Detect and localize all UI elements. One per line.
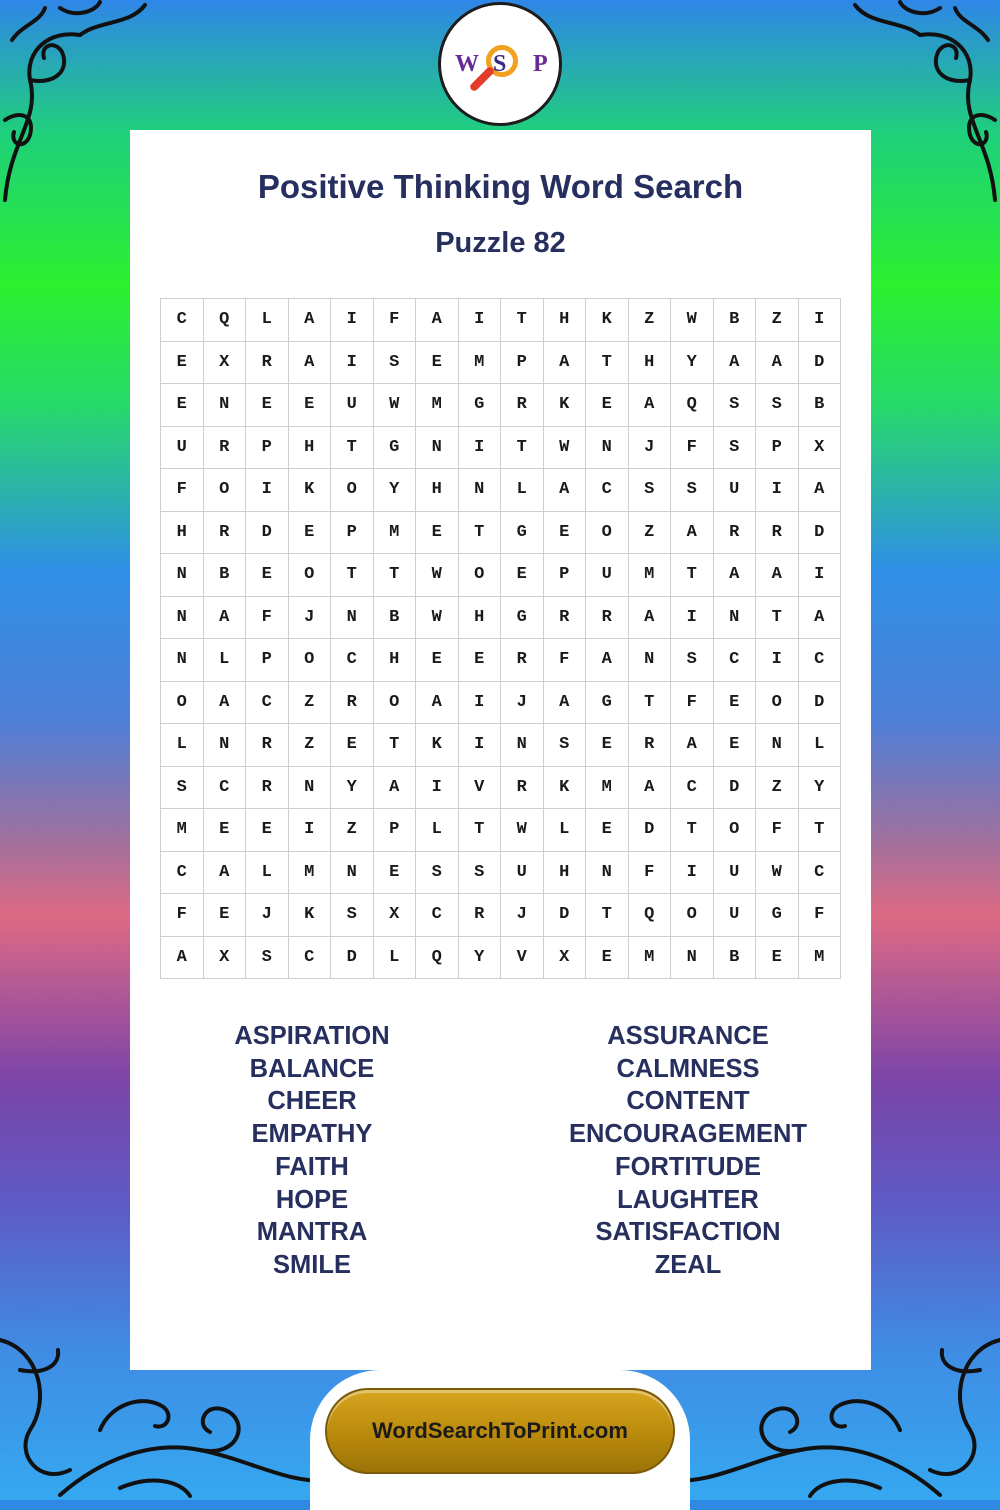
grid-cell[interactable]: W [501, 809, 544, 852]
grid-cell[interactable]: J [501, 894, 544, 937]
word-list-item: CALMNESS [616, 1054, 760, 1083]
grid-cell[interactable]: D [799, 682, 842, 725]
grid-cell[interactable]: E [586, 937, 629, 980]
grid-cell[interactable]: F [161, 894, 204, 937]
grid-cell[interactable]: T [586, 342, 629, 385]
grid-cell[interactable]: F [671, 682, 714, 725]
grid-cell[interactable]: L [246, 852, 289, 895]
grid-cell[interactable]: N [204, 384, 247, 427]
grid-cell[interactable]: L [374, 937, 417, 980]
grid-cell[interactable]: E [246, 554, 289, 597]
grid-cell[interactable]: F [799, 894, 842, 937]
grid-cell[interactable]: O [756, 682, 799, 725]
grid-cell[interactable]: X [544, 937, 587, 980]
grid-cell[interactable]: U [586, 554, 629, 597]
grid-cell[interactable]: Z [756, 767, 799, 810]
puzzle-number: Puzzle 82 [435, 227, 566, 259]
grid-cell[interactable]: J [289, 597, 332, 640]
grid-cell[interactable]: R [204, 427, 247, 470]
grid-cell[interactable]: A [586, 639, 629, 682]
grid-cell[interactable]: F [671, 427, 714, 470]
grid-cell[interactable]: A [544, 342, 587, 385]
grid-cell[interactable]: M [586, 767, 629, 810]
grid-cell[interactable]: Z [289, 682, 332, 725]
grid-cell[interactable]: P [544, 554, 587, 597]
grid-cell[interactable]: B [714, 937, 757, 980]
grid-cell[interactable]: I [459, 427, 502, 470]
grid-cell[interactable]: M [799, 937, 842, 980]
grid-cell[interactable]: T [671, 554, 714, 597]
grid-cell[interactable]: S [671, 469, 714, 512]
grid-cell[interactable]: M [629, 554, 672, 597]
word-list-item: SATISFACTION [595, 1218, 781, 1247]
puzzle-card [130, 130, 871, 1370]
grid-cell[interactable]: L [544, 809, 587, 852]
logo-letter: S [493, 51, 507, 77]
grid-cell[interactable]: U [501, 852, 544, 895]
word-list-item: MANTRA [256, 1218, 368, 1247]
word-list-item: EMPATHY [251, 1120, 373, 1149]
grid-cell[interactable]: K [289, 894, 332, 937]
grid-cell[interactable]: A [629, 597, 672, 640]
grid-cell[interactable]: E [246, 384, 289, 427]
grid-cell[interactable]: I [331, 299, 374, 342]
grid-cell[interactable]: R [629, 724, 672, 767]
grid-cell[interactable]: P [374, 809, 417, 852]
word-list-item: ASSURANCE [607, 1022, 769, 1050]
grid-cell[interactable]: U [331, 384, 374, 427]
grid-cell[interactable]: C [161, 299, 204, 342]
grid-cell[interactable]: E [756, 937, 799, 980]
grid-cell[interactable]: V [459, 767, 502, 810]
grid-cell[interactable]: A [544, 682, 587, 725]
grid-cell[interactable]: H [374, 639, 417, 682]
grid-cell[interactable]: K [416, 724, 459, 767]
grid-cell[interactable]: U [714, 894, 757, 937]
grid-cell[interactable]: U [714, 469, 757, 512]
word-list-left [162, 1020, 462, 1282]
grid-cell[interactable]: E [544, 512, 587, 555]
grid-cell[interactable]: E [416, 512, 459, 555]
grid-cell[interactable]: J [629, 427, 672, 470]
grid-cell[interactable]: X [204, 937, 247, 980]
grid-cell[interactable]: L [416, 809, 459, 852]
grid-cell[interactable]: B [799, 384, 842, 427]
grid-cell[interactable]: C [799, 639, 842, 682]
word-list-item: ASPIRATION [234, 1022, 390, 1050]
grid-cell[interactable]: A [799, 469, 842, 512]
grid-cell[interactable]: R [586, 597, 629, 640]
site-logo[interactable] [438, 2, 562, 126]
grid-cell[interactable]: I [756, 639, 799, 682]
grid-cell[interactable]: E [289, 384, 332, 427]
grid-cell[interactable]: L [799, 724, 842, 767]
grid-cell[interactable]: Q [204, 299, 247, 342]
grid-cell[interactable]: E [586, 724, 629, 767]
grid-cell[interactable]: X [374, 894, 417, 937]
grid-cell[interactable]: A [161, 937, 204, 980]
grid-cell[interactable]: N [586, 427, 629, 470]
grid-cell[interactable]: T [374, 724, 417, 767]
grid-cell[interactable]: A [416, 299, 459, 342]
grid-cell[interactable]: N [161, 597, 204, 640]
grid-cell[interactable]: Z [331, 809, 374, 852]
grid-cell[interactable]: J [246, 894, 289, 937]
grid-cell[interactable]: S [714, 427, 757, 470]
grid-cell[interactable]: K [544, 767, 587, 810]
grid-cell[interactable]: S [671, 639, 714, 682]
grid-cell[interactable]: C [714, 639, 757, 682]
grid-cell[interactable]: Y [331, 767, 374, 810]
grid-cell[interactable]: O [289, 554, 332, 597]
grid-cell[interactable]: Z [289, 724, 332, 767]
grid-cell[interactable]: P [756, 427, 799, 470]
grid-cell[interactable]: Y [459, 937, 502, 980]
grid-cell[interactable]: P [246, 427, 289, 470]
word-list-item: HOPE [275, 1185, 349, 1214]
grid-cell[interactable]: T [331, 554, 374, 597]
grid-cell[interactable]: N [289, 767, 332, 810]
grid-cell[interactable]: W [374, 384, 417, 427]
grid-cell[interactable]: E [246, 809, 289, 852]
grid-cell[interactable]: H [544, 852, 587, 895]
grid-cell[interactable]: S [629, 469, 672, 512]
grid-cell[interactable]: A [756, 554, 799, 597]
grid-cell[interactable]: N [586, 852, 629, 895]
grid-cell[interactable]: L [204, 639, 247, 682]
grid-cell[interactable]: I [459, 724, 502, 767]
grid-cell[interactable]: I [459, 682, 502, 725]
grid-cell[interactable]: N [161, 554, 204, 597]
grid-cell[interactable]: T [331, 427, 374, 470]
grid-cell[interactable]: F [756, 809, 799, 852]
grid-cell[interactable]: N [331, 597, 374, 640]
grid-cell[interactable]: K [586, 299, 629, 342]
grid-cell[interactable]: S [756, 384, 799, 427]
grid-cell[interactable]: A [671, 512, 714, 555]
grid-cell[interactable]: G [374, 427, 417, 470]
grid-cell[interactable]: W [756, 852, 799, 895]
page-title: Positive Thinking Word Search [257, 168, 744, 205]
word-list-item: CONTENT [626, 1087, 750, 1116]
ornament-corner-icon [850, 0, 1000, 210]
grid-cell[interactable]: N [501, 724, 544, 767]
grid-cell[interactable]: A [629, 384, 672, 427]
word-list-item: CHEER [267, 1087, 357, 1116]
grid-cell[interactable]: E [459, 639, 502, 682]
grid-cell[interactable]: M [161, 809, 204, 852]
grid-cell[interactable]: D [629, 809, 672, 852]
grid-cell[interactable]: S [331, 894, 374, 937]
grid-cell[interactable]: G [459, 384, 502, 427]
grid-cell[interactable]: T [629, 682, 672, 725]
grid-cell[interactable]: U [714, 852, 757, 895]
grid-cell[interactable]: Q [671, 384, 714, 427]
grid-cell[interactable]: A [204, 597, 247, 640]
grid-cell[interactable]: M [374, 512, 417, 555]
grid-cell[interactable]: D [799, 342, 842, 385]
grid-cell[interactable]: T [799, 809, 842, 852]
grid-cell[interactable]: A [289, 342, 332, 385]
grid-cell[interactable]: R [714, 512, 757, 555]
grid-cell[interactable]: Z [629, 299, 672, 342]
grid-cell[interactable]: I [799, 299, 842, 342]
logo-letter: W [455, 51, 479, 77]
grid-cell[interactable]: N [459, 469, 502, 512]
grid-cell[interactable]: H [416, 469, 459, 512]
grid-cell[interactable]: O [671, 894, 714, 937]
grid-cell[interactable]: A [671, 724, 714, 767]
letter-grid [160, 298, 841, 979]
grid-cell[interactable]: O [586, 512, 629, 555]
grid-cell[interactable]: W [544, 427, 587, 470]
grid-cell[interactable]: N [756, 724, 799, 767]
grid-cell[interactable]: A [416, 682, 459, 725]
grid-cell[interactable]: C [204, 767, 247, 810]
grid-cell[interactable]: E [204, 894, 247, 937]
grid-cell[interactable]: T [459, 512, 502, 555]
grid-cell[interactable]: M [459, 342, 502, 385]
grid-cell[interactable]: N [714, 597, 757, 640]
grid-cell[interactable]: M [416, 384, 459, 427]
grid-cell[interactable]: F [544, 639, 587, 682]
grid-cell[interactable]: G [501, 512, 544, 555]
grid-cell[interactable]: W [671, 299, 714, 342]
grid-cell[interactable]: P [331, 512, 374, 555]
grid-cell[interactable]: U [161, 427, 204, 470]
grid-cell[interactable]: R [246, 767, 289, 810]
grid-cell[interactable]: S [714, 384, 757, 427]
grid-cell[interactable]: B [204, 554, 247, 597]
grid-cell[interactable]: A [289, 299, 332, 342]
grid-cell[interactable]: V [501, 937, 544, 980]
grid-cell[interactable]: C [289, 937, 332, 980]
grid-cell[interactable]: E [161, 384, 204, 427]
grid-cell[interactable]: P [246, 639, 289, 682]
grid-cell[interactable]: T [501, 299, 544, 342]
grid-cell[interactable]: E [501, 554, 544, 597]
grid-cell[interactable]: O [331, 469, 374, 512]
site-link-button[interactable]: WordSearchToPrint.com [325, 1388, 675, 1474]
grid-cell[interactable]: A [374, 767, 417, 810]
grid-cell[interactable]: C [416, 894, 459, 937]
word-list-item: ZEAL [654, 1250, 722, 1279]
grid-cell[interactable]: O [204, 469, 247, 512]
grid-cell[interactable]: Q [629, 894, 672, 937]
grid-cell[interactable]: R [204, 512, 247, 555]
grid-cell[interactable]: G [501, 597, 544, 640]
grid-cell[interactable]: C [246, 682, 289, 725]
grid-cell[interactable]: R [501, 767, 544, 810]
grid-cell[interactable]: N [671, 937, 714, 980]
grid-cell[interactable]: C [161, 852, 204, 895]
grid-cell[interactable]: R [246, 342, 289, 385]
grid-cell[interactable]: H [289, 427, 332, 470]
grid-cell[interactable]: T [459, 809, 502, 852]
grid-cell[interactable]: X [799, 427, 842, 470]
grid-cell[interactable]: H [459, 597, 502, 640]
grid-cell[interactable]: T [586, 894, 629, 937]
grid-cell[interactable]: A [204, 682, 247, 725]
grid-cell[interactable]: J [501, 682, 544, 725]
grid-cell[interactable]: I [756, 469, 799, 512]
grid-cell[interactable]: I [331, 342, 374, 385]
grid-cell[interactable]: K [544, 384, 587, 427]
grid-cell[interactable]: C [671, 767, 714, 810]
grid-cell[interactable]: A [756, 342, 799, 385]
grid-cell[interactable]: L [246, 299, 289, 342]
grid-cell[interactable]: K [289, 469, 332, 512]
grid-cell[interactable]: E [416, 639, 459, 682]
grid-cell[interactable]: R [246, 724, 289, 767]
grid-cell[interactable]: G [756, 894, 799, 937]
word-list-item: FAITH [275, 1152, 349, 1181]
grid-cell[interactable]: N [161, 639, 204, 682]
grid-cell[interactable]: S [161, 767, 204, 810]
grid-cell[interactable]: B [714, 299, 757, 342]
grid-cell[interactable]: N [331, 852, 374, 895]
grid-cell[interactable]: S [246, 937, 289, 980]
grid-cell[interactable]: S [416, 852, 459, 895]
grid-cell[interactable]: Z [629, 512, 672, 555]
grid-cell[interactable]: D [714, 767, 757, 810]
grid-cell[interactable]: B [374, 597, 417, 640]
grid-cell[interactable]: P [501, 342, 544, 385]
grid-cell[interactable]: N [416, 427, 459, 470]
grid-cell[interactable]: D [799, 512, 842, 555]
grid-cell[interactable]: H [544, 299, 587, 342]
grid-cell[interactable]: A [629, 767, 672, 810]
grid-cell[interactable]: E [331, 724, 374, 767]
grid-cell[interactable]: O [459, 554, 502, 597]
grid-cell[interactable]: Y [374, 469, 417, 512]
grid-cell[interactable]: R [459, 894, 502, 937]
grid-cell[interactable]: E [416, 342, 459, 385]
grid-cell[interactable]: R [501, 639, 544, 682]
grid-cell[interactable]: F [374, 299, 417, 342]
grid-cell[interactable]: O [374, 682, 417, 725]
grid-cell[interactable]: Y [799, 767, 842, 810]
grid-cell[interactable]: R [501, 384, 544, 427]
grid-cell[interactable]: F [161, 469, 204, 512]
grid-cell[interactable]: O [289, 639, 332, 682]
grid-cell[interactable]: E [161, 342, 204, 385]
grid-cell[interactable]: T [756, 597, 799, 640]
grid-cell[interactable]: E [714, 724, 757, 767]
grid-cell[interactable]: C [331, 639, 374, 682]
grid-cell[interactable]: I [671, 852, 714, 895]
grid-cell[interactable]: H [161, 512, 204, 555]
grid-cell[interactable]: G [586, 682, 629, 725]
grid-cell[interactable]: I [799, 554, 842, 597]
grid-cell[interactable]: C [799, 852, 842, 895]
grid-cell[interactable]: I [289, 809, 332, 852]
grid-cell[interactable]: T [671, 809, 714, 852]
grid-cell[interactable]: O [161, 682, 204, 725]
grid-cell[interactable]: Z [756, 299, 799, 342]
grid-cell[interactable]: R [544, 597, 587, 640]
grid-cell[interactable]: H [629, 342, 672, 385]
grid-cell[interactable]: N [204, 724, 247, 767]
word-list-item: BALANCE [249, 1054, 375, 1083]
grid-cell[interactable]: S [374, 342, 417, 385]
grid-cell[interactable]: Q [416, 937, 459, 980]
grid-cell[interactable]: E [374, 852, 417, 895]
word-list-item: ENCOURAGEMENT [568, 1120, 807, 1149]
grid-cell[interactable]: M [289, 852, 332, 895]
grid-cell[interactable]: E [586, 809, 629, 852]
grid-cell[interactable]: A [714, 554, 757, 597]
ornament-corner-icon [0, 0, 150, 210]
grid-cell[interactable]: S [459, 852, 502, 895]
grid-cell[interactable]: C [586, 469, 629, 512]
grid-cell[interactable]: F [629, 852, 672, 895]
grid-cell[interactable]: D [246, 512, 289, 555]
grid-cell[interactable]: M [629, 937, 672, 980]
grid-cell[interactable]: L [161, 724, 204, 767]
grid-cell[interactable]: O [714, 809, 757, 852]
grid-cell[interactable]: A [799, 597, 842, 640]
grid-cell[interactable]: E [714, 682, 757, 725]
grid-cell[interactable]: A [714, 342, 757, 385]
grid-cell[interactable]: S [544, 724, 587, 767]
logo-letter: P [533, 51, 548, 77]
grid-cell[interactable]: D [331, 937, 374, 980]
grid-cell[interactable]: A [544, 469, 587, 512]
grid-cell[interactable]: E [289, 512, 332, 555]
grid-cell[interactable]: F [246, 597, 289, 640]
grid-cell[interactable]: W [416, 554, 459, 597]
grid-cell[interactable]: E [204, 809, 247, 852]
word-list-item: LAUGHTER [617, 1185, 759, 1214]
grid-cell[interactable]: R [331, 682, 374, 725]
grid-cell[interactable]: A [204, 852, 247, 895]
grid-cell[interactable]: I [246, 469, 289, 512]
grid-cell[interactable]: W [416, 597, 459, 640]
word-list-item: SMILE [273, 1250, 351, 1279]
grid-cell[interactable]: Y [671, 342, 714, 385]
grid-cell[interactable]: I [671, 597, 714, 640]
grid-cell[interactable]: N [629, 639, 672, 682]
grid-cell[interactable]: R [756, 512, 799, 555]
grid-cell[interactable]: D [544, 894, 587, 937]
word-list-right [538, 1020, 838, 1282]
word-list-item: FORTITUDE [615, 1152, 761, 1181]
grid-cell[interactable]: E [586, 384, 629, 427]
grid-cell[interactable]: L [501, 469, 544, 512]
grid-cell[interactable]: T [501, 427, 544, 470]
grid-cell[interactable]: T [374, 554, 417, 597]
grid-cell[interactable]: I [459, 299, 502, 342]
grid-cell[interactable]: I [416, 767, 459, 810]
grid-cell[interactable]: X [204, 342, 247, 385]
